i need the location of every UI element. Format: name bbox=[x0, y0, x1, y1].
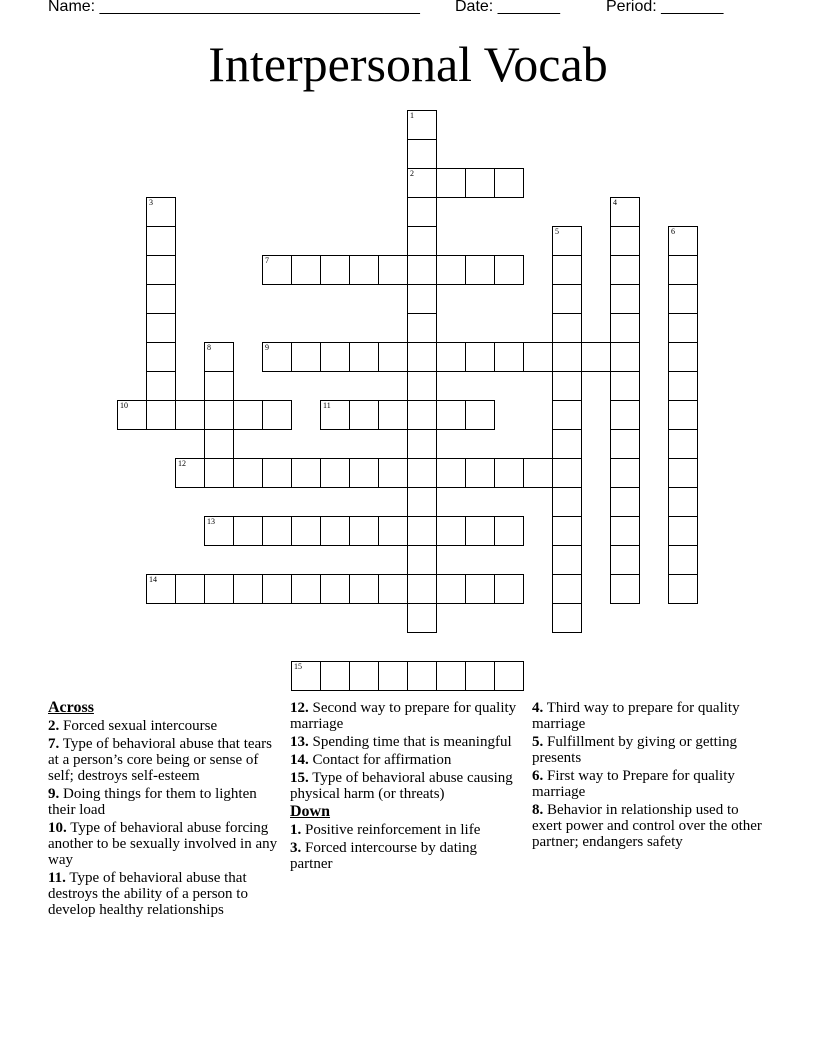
grid-cell[interactable] bbox=[436, 574, 466, 604]
clue-item-number: 4. bbox=[532, 700, 544, 716]
grid-cell[interactable] bbox=[494, 168, 524, 198]
clue-item bbox=[290, 770, 522, 802]
grid-cell[interactable] bbox=[523, 458, 553, 488]
grid-cell[interactable] bbox=[407, 168, 437, 198]
grid-cell[interactable] bbox=[175, 574, 205, 604]
grid-cell[interactable] bbox=[146, 313, 176, 343]
clue-item bbox=[532, 768, 764, 800]
clue-item-number: 6. bbox=[532, 768, 544, 784]
grid-cell[interactable] bbox=[146, 574, 176, 604]
grid-cell[interactable] bbox=[436, 342, 466, 372]
clue-number: 1 bbox=[410, 111, 414, 120]
clue-number: 6 bbox=[671, 227, 675, 236]
clue-number: 11 bbox=[323, 401, 331, 410]
grid-cell[interactable] bbox=[407, 342, 437, 372]
clue-number: 10 bbox=[120, 401, 128, 410]
grid-cell[interactable] bbox=[378, 458, 408, 488]
grid-cell[interactable] bbox=[378, 255, 408, 285]
grid-cell[interactable] bbox=[407, 545, 437, 575]
grid-cell[interactable] bbox=[552, 255, 582, 285]
grid-cell[interactable] bbox=[349, 574, 379, 604]
grid-cell[interactable] bbox=[378, 574, 408, 604]
grid-cell[interactable] bbox=[262, 574, 292, 604]
grid-cell[interactable] bbox=[378, 516, 408, 546]
grid-cell[interactable] bbox=[349, 516, 379, 546]
clue-item bbox=[290, 752, 522, 768]
grid-cell[interactable] bbox=[262, 458, 292, 488]
grid-cell[interactable] bbox=[552, 487, 582, 517]
grid-cell[interactable] bbox=[494, 342, 524, 372]
date-field-label[interactable]: Date: _______ bbox=[455, 0, 560, 15]
clue-item-number: 14. bbox=[290, 752, 309, 768]
clue-number: 5 bbox=[555, 227, 559, 236]
grid-cell[interactable] bbox=[552, 313, 582, 343]
grid-cell[interactable] bbox=[668, 371, 698, 401]
grid-cell[interactable] bbox=[407, 255, 437, 285]
clue-item-number: 13. bbox=[290, 734, 309, 750]
grid-cell[interactable] bbox=[668, 429, 698, 459]
grid-cell[interactable] bbox=[436, 168, 466, 198]
grid-cell[interactable] bbox=[204, 458, 234, 488]
clue-number: 14 bbox=[149, 575, 157, 584]
grid-cell[interactable] bbox=[465, 342, 495, 372]
grid-cell[interactable] bbox=[436, 255, 466, 285]
grid-cell[interactable] bbox=[610, 197, 640, 227]
grid-cell[interactable] bbox=[552, 342, 582, 372]
grid-cell[interactable] bbox=[262, 400, 292, 430]
clues-column-2 bbox=[290, 700, 522, 874]
grid-cell[interactable] bbox=[668, 342, 698, 372]
grid-cell[interactable] bbox=[407, 574, 437, 604]
grid-cell[interactable] bbox=[146, 255, 176, 285]
clue-item-text: Type of behavioral abuse forcing another to be sexually involved in any way bbox=[48, 820, 278, 868]
grid-cell[interactable] bbox=[610, 313, 640, 343]
grid-cell[interactable] bbox=[668, 313, 698, 343]
grid-cell[interactable] bbox=[320, 458, 350, 488]
clue-item-text: Type of behavioral abuse that tears at a person’s core being or sense of self; destroys self-esteem bbox=[48, 736, 273, 784]
grid-cell[interactable] bbox=[320, 574, 350, 604]
grid-cell[interactable] bbox=[262, 255, 292, 285]
grid-cell[interactable] bbox=[320, 661, 350, 691]
grid-cell[interactable] bbox=[552, 226, 582, 256]
grid-cell[interactable] bbox=[291, 255, 321, 285]
grid-cell[interactable] bbox=[291, 516, 321, 546]
clue-item-number: 2. bbox=[48, 718, 60, 734]
grid-cell[interactable] bbox=[552, 603, 582, 633]
grid-cell[interactable] bbox=[146, 284, 176, 314]
grid-cell[interactable] bbox=[175, 400, 205, 430]
clue-item bbox=[48, 736, 280, 784]
grid-cell[interactable] bbox=[407, 458, 437, 488]
clue-item bbox=[48, 870, 280, 918]
grid-cell[interactable] bbox=[378, 400, 408, 430]
clue-item-text: Forced intercourse by dating partner bbox=[290, 840, 478, 872]
clue-item bbox=[290, 734, 522, 750]
grid-cell[interactable] bbox=[436, 400, 466, 430]
grid-cell[interactable] bbox=[436, 458, 466, 488]
grid-cell[interactable] bbox=[233, 516, 263, 546]
grid-cell[interactable] bbox=[349, 661, 379, 691]
grid-cell[interactable] bbox=[407, 226, 437, 256]
grid-cell[interactable] bbox=[233, 458, 263, 488]
clue-item bbox=[532, 734, 764, 766]
grid-cell[interactable] bbox=[291, 342, 321, 372]
grid-cell[interactable] bbox=[262, 516, 292, 546]
grid-cell[interactable] bbox=[233, 400, 263, 430]
grid-cell[interactable] bbox=[320, 400, 350, 430]
grid-cell[interactable] bbox=[668, 226, 698, 256]
grid-cell[interactable] bbox=[407, 110, 437, 140]
grid-cell[interactable] bbox=[610, 574, 640, 604]
grid-cell[interactable] bbox=[494, 255, 524, 285]
grid-cell[interactable] bbox=[233, 574, 263, 604]
section-heading: Across bbox=[48, 699, 94, 716]
clue-item-text: Contact for affirmation bbox=[308, 752, 452, 768]
grid-cell[interactable] bbox=[436, 661, 466, 691]
grid-cell[interactable] bbox=[407, 284, 437, 314]
grid-cell[interactable] bbox=[378, 342, 408, 372]
grid-cell[interactable] bbox=[320, 255, 350, 285]
clue-item-number: 1. bbox=[290, 822, 302, 838]
clue-item-text: Positive reinforcement in life bbox=[301, 822, 481, 838]
grid-cell[interactable] bbox=[291, 574, 321, 604]
grid-cell[interactable] bbox=[668, 545, 698, 575]
grid-cell[interactable] bbox=[610, 516, 640, 546]
grid-cell[interactable] bbox=[610, 487, 640, 517]
grid-cell[interactable] bbox=[552, 400, 582, 430]
grid-cell[interactable] bbox=[407, 516, 437, 546]
grid-cell[interactable] bbox=[494, 574, 524, 604]
grid-cell[interactable] bbox=[349, 400, 379, 430]
grid-cell[interactable] bbox=[175, 458, 205, 488]
grid-cell[interactable] bbox=[465, 516, 495, 546]
clue-item bbox=[532, 700, 764, 732]
grid-cell[interactable] bbox=[552, 516, 582, 546]
clue-item-number: 10. bbox=[48, 820, 67, 836]
grid-cell[interactable] bbox=[204, 516, 234, 546]
grid-cell[interactable] bbox=[552, 545, 582, 575]
clue-item-text: Third way to prepare for quality marriage bbox=[532, 700, 740, 732]
grid-cell[interactable] bbox=[494, 458, 524, 488]
clue-number: 3 bbox=[149, 198, 153, 207]
grid-cell[interactable] bbox=[407, 313, 437, 343]
name-field-label[interactable]: Name: ____________________________________ bbox=[48, 0, 420, 15]
clue-item bbox=[290, 700, 522, 732]
grid-cell[interactable] bbox=[349, 342, 379, 372]
clue-item-number: 11. bbox=[48, 870, 66, 886]
grid-cell[interactable] bbox=[552, 458, 582, 488]
clue-item-text: Fulfillment by giving or getting presents bbox=[532, 734, 737, 766]
grid-cell[interactable] bbox=[204, 429, 234, 459]
grid-cell[interactable] bbox=[668, 255, 698, 285]
page-title: Interpersonal Vocab bbox=[208, 36, 608, 92]
grid-cell[interactable] bbox=[465, 400, 495, 430]
clue-number: 9 bbox=[265, 343, 269, 352]
grid-cell[interactable] bbox=[610, 255, 640, 285]
grid-cell[interactable] bbox=[407, 400, 437, 430]
grid-cell[interactable] bbox=[465, 661, 495, 691]
grid-cell[interactable] bbox=[610, 429, 640, 459]
clue-item-text: Behavior in relationship used to exert power and control over the other partner; endangers safety bbox=[532, 802, 762, 850]
grid-cell[interactable] bbox=[610, 400, 640, 430]
grid-cell[interactable] bbox=[465, 458, 495, 488]
grid-cell[interactable] bbox=[552, 371, 582, 401]
grid-cell[interactable] bbox=[668, 458, 698, 488]
clue-number: 2 bbox=[410, 169, 414, 178]
grid-cell[interactable] bbox=[494, 661, 524, 691]
grid-cell[interactable] bbox=[117, 400, 147, 430]
period-field-label[interactable]: Period: _______ bbox=[606, 0, 724, 15]
clue-item-text: First way to Prepare for quality marriage bbox=[532, 768, 735, 800]
clue-number: 7 bbox=[265, 256, 269, 265]
clue-number: 12 bbox=[178, 459, 186, 468]
grid-cell[interactable] bbox=[291, 458, 321, 488]
clue-item bbox=[48, 786, 280, 818]
grid-cell[interactable] bbox=[349, 255, 379, 285]
grid-cell[interactable] bbox=[349, 458, 379, 488]
clue-number: 15 bbox=[294, 662, 302, 671]
clue-number: 4 bbox=[613, 198, 617, 207]
grid-cell[interactable] bbox=[552, 284, 582, 314]
grid-cell[interactable] bbox=[581, 342, 611, 372]
clue-item-text: Second way to prepare for quality marriage bbox=[290, 700, 517, 732]
clue-item-number: 15. bbox=[290, 770, 309, 786]
section-heading: Down bbox=[290, 803, 331, 820]
clue-item bbox=[48, 718, 280, 734]
grid-cell[interactable] bbox=[146, 400, 176, 430]
grid-cell[interactable] bbox=[610, 342, 640, 372]
clue-item-number: 8. bbox=[532, 802, 544, 818]
grid-cell[interactable] bbox=[523, 342, 553, 372]
clue-item-text: Type of behavioral abuse that destroys the ability of a person to develop healthy relationships bbox=[48, 870, 248, 918]
grid-cell[interactable] bbox=[204, 371, 234, 401]
clue-item-number: 12. bbox=[290, 700, 309, 716]
clues-column-3 bbox=[532, 700, 764, 852]
clue-item-number: 3. bbox=[290, 840, 302, 856]
grid-cell[interactable] bbox=[407, 429, 437, 459]
clue-item bbox=[290, 840, 522, 872]
grid-cell[interactable] bbox=[610, 458, 640, 488]
grid-cell[interactable] bbox=[320, 342, 350, 372]
grid-cell[interactable] bbox=[146, 226, 176, 256]
grid-cell[interactable] bbox=[552, 429, 582, 459]
grid-cell[interactable] bbox=[378, 661, 408, 691]
clue-item-text: Type of behavioral abuse causing physical harm (or threats) bbox=[290, 770, 513, 802]
grid-cell[interactable] bbox=[204, 574, 234, 604]
grid-cell[interactable] bbox=[146, 342, 176, 372]
grid-cell[interactable] bbox=[204, 342, 234, 372]
clue-item-number: 9. bbox=[48, 786, 60, 802]
grid-cell[interactable] bbox=[407, 487, 437, 517]
grid-cell[interactable] bbox=[204, 400, 234, 430]
clues-column-1 bbox=[48, 700, 280, 920]
grid-cell[interactable] bbox=[407, 197, 437, 227]
grid-cell[interactable] bbox=[436, 516, 466, 546]
grid-cell[interactable] bbox=[146, 371, 176, 401]
grid-cell[interactable] bbox=[668, 516, 698, 546]
grid-cell[interactable] bbox=[320, 516, 350, 546]
grid-cell[interactable] bbox=[407, 661, 437, 691]
grid-cell[interactable] bbox=[610, 545, 640, 575]
clue-item bbox=[532, 802, 764, 850]
clue-item bbox=[290, 822, 522, 838]
grid-cell[interactable] bbox=[465, 255, 495, 285]
grid-cell[interactable] bbox=[407, 603, 437, 633]
clue-number: 13 bbox=[207, 517, 215, 526]
grid-cell[interactable] bbox=[668, 400, 698, 430]
grid-cell[interactable] bbox=[552, 574, 582, 604]
grid-cell[interactable] bbox=[465, 168, 495, 198]
clue-item-number: 7. bbox=[48, 736, 60, 752]
clue-item-text: Doing things for them to lighten their load bbox=[48, 786, 257, 818]
grid-cell[interactable] bbox=[291, 661, 321, 691]
grid-cell[interactable] bbox=[494, 516, 524, 546]
grid-cell[interactable] bbox=[668, 487, 698, 517]
clue-item-text: Spending time that is meaningful bbox=[308, 734, 512, 750]
grid-cell[interactable] bbox=[610, 371, 640, 401]
clue-item bbox=[48, 820, 280, 868]
clue-number: 8 bbox=[207, 343, 211, 352]
grid-cell[interactable] bbox=[610, 284, 640, 314]
grid-cell[interactable] bbox=[610, 226, 640, 256]
grid-cell[interactable] bbox=[407, 371, 437, 401]
grid-cell[interactable] bbox=[262, 342, 292, 372]
grid-cell[interactable] bbox=[407, 139, 437, 169]
grid-cell[interactable] bbox=[668, 574, 698, 604]
grid-cell[interactable] bbox=[146, 197, 176, 227]
grid-cell[interactable] bbox=[668, 284, 698, 314]
grid-cell[interactable] bbox=[465, 574, 495, 604]
clue-item-text: Forced sexual intercourse bbox=[59, 718, 218, 734]
clue-item-number: 5. bbox=[532, 734, 544, 750]
